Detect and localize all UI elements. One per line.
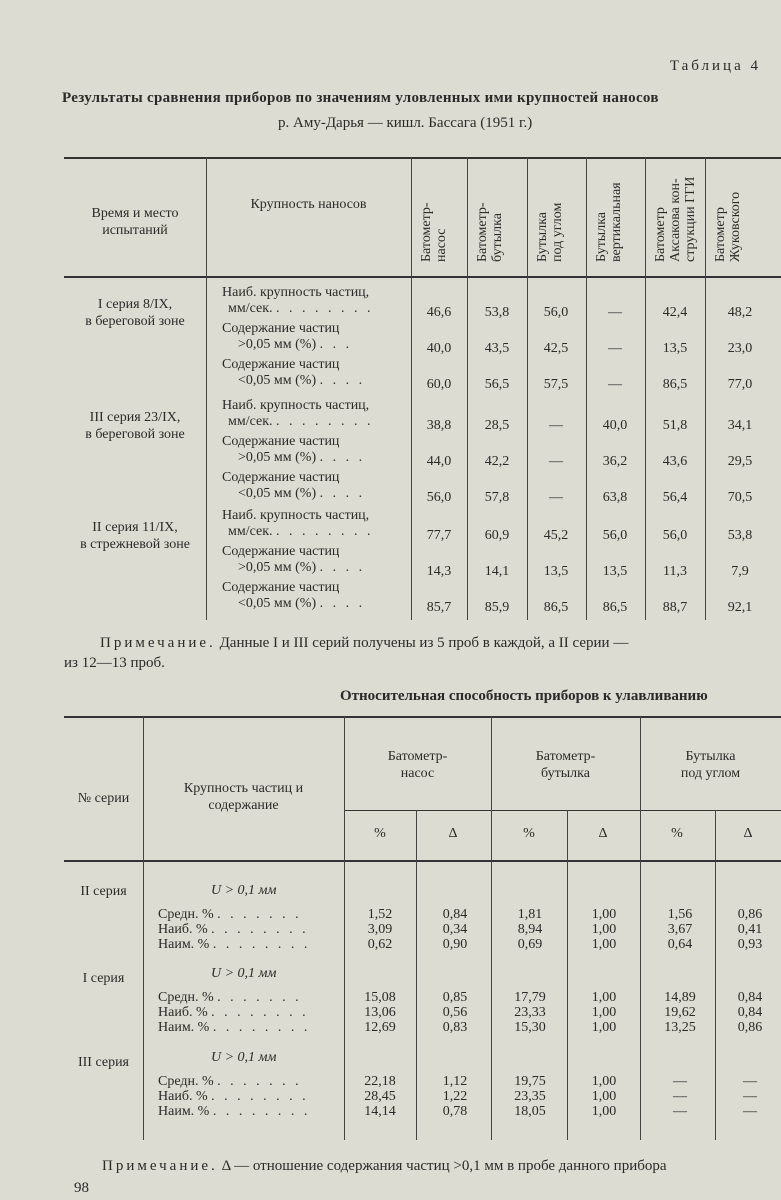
table2-cell: 3,09: [367, 922, 393, 937]
table2-cell: 0,85: [442, 990, 468, 1005]
table2-row-desc: Средн. % . . . . . . .: [158, 990, 302, 1005]
table1-cell: 77,0: [727, 377, 753, 392]
table1-instrument-header-1: Батометр-: [475, 202, 490, 262]
table2-cell: 13,06: [364, 1005, 396, 1020]
table2-instrument-header-0: Батометр- насос: [387, 749, 448, 781]
table1-cell: —: [608, 305, 622, 320]
table1-cell: 88,7: [662, 600, 688, 615]
table1-row-desc: Наиб. крупность частиц, мм/сек. . . . . . . . .: [222, 508, 374, 539]
table1-row-desc: Содержание частиц <0,05 мм (%) . . . .: [222, 580, 366, 611]
table1-subtitle: р. Аму-Дарья — кишл. Бассага (1951 г.): [278, 115, 533, 131]
table2-cell: 23,33: [514, 1005, 546, 1020]
table1-cell: 11,3: [663, 564, 687, 579]
table1-cell: 43,5: [484, 341, 510, 356]
table1-cell: 7,9: [731, 564, 749, 579]
table1-title: Результаты сравнения приборов по значениям уловленных ими крупностей наносов: [62, 90, 659, 106]
table1-cell: —: [549, 418, 563, 433]
table2-cell: 28,45: [364, 1089, 396, 1104]
table2-cell: 0,34: [442, 922, 468, 937]
table2-cell: 1,00: [591, 1005, 617, 1020]
table2-title: Относительная способность приборов к улавливанию: [340, 688, 708, 704]
table1-instrument-header-3: Бутылка: [594, 211, 609, 262]
table1-cell: —: [549, 454, 563, 469]
note1-lead: Примечание.: [100, 635, 216, 651]
table2-cell: —: [743, 1104, 757, 1119]
table2-cell: 0,84: [737, 990, 763, 1005]
table2-cell: 14,14: [364, 1104, 396, 1119]
table2-series-label: II серия: [80, 884, 127, 899]
table2-cell: 8,94: [517, 922, 543, 937]
table1-cell: 56,0: [602, 528, 628, 543]
table2-cell: 22,18: [364, 1074, 396, 1089]
table2-cell: 0,86: [737, 907, 763, 922]
table1-series-label: I серия 8/IX, в береговой зоне: [85, 297, 185, 329]
table1-cell: 60,0: [426, 377, 452, 392]
table2-cell: 1,12: [442, 1074, 468, 1089]
table2-row-desc: Средн. % . . . . . . .: [158, 907, 302, 922]
table2-subcol-rule-1: [567, 810, 568, 1140]
table2-subcol-rule-0: [416, 810, 417, 1140]
table2-cell: 1,00: [591, 937, 617, 952]
table1-cell: 38,8: [426, 418, 452, 433]
table1-cell: 29,5: [727, 454, 753, 469]
table2-cell: 19,62: [664, 1005, 696, 1020]
table1-cell: 56,0: [543, 305, 569, 320]
table1-instrument-header-4: струкции ГГИ: [683, 176, 698, 262]
table1-cell: 56,4: [662, 490, 688, 505]
table1-cell: 51,8: [662, 418, 688, 433]
table1-cell: 56,5: [484, 377, 510, 392]
table2-header-size: Крупность частиц и содержание: [183, 781, 304, 813]
table2-cell: 0,93: [737, 937, 763, 952]
table1-cell: 85,9: [484, 600, 510, 615]
table1-cell: 42,4: [662, 305, 688, 320]
table1-row-desc: Содержание частиц >0,05 мм (%) . . . .: [222, 544, 366, 575]
table1-cell: 36,2: [602, 454, 628, 469]
page-number: 98: [74, 1180, 89, 1196]
table1-cell: 42,5: [543, 341, 569, 356]
table1-instrument-header-3: вертикальная: [609, 182, 624, 262]
table1-cell: 56,0: [662, 528, 688, 543]
table2-cell: 1,00: [591, 1104, 617, 1119]
table2-subheader-pct: %: [671, 826, 683, 841]
table2-row-desc: Наим. % . . . . . . . .: [158, 1020, 311, 1035]
table1-cell: 28,5: [484, 418, 510, 433]
table1-cell: 56,0: [426, 490, 452, 505]
table2-top-rule: [64, 716, 781, 718]
table1-cell: 44,0: [426, 454, 452, 469]
table1-cell: 14,1: [484, 564, 510, 579]
table1-cell: 43,6: [662, 454, 688, 469]
table2-cell: 1,00: [591, 907, 617, 922]
table2-row-desc: Наиб. % . . . . . . . .: [158, 1005, 309, 1020]
table1-cell: 70,5: [727, 490, 753, 505]
table1-cell: 40,0: [602, 418, 628, 433]
table1-cell: 14,3: [426, 564, 452, 579]
table2-cell: 1,00: [591, 990, 617, 1005]
table2-series-label: III серия: [77, 1055, 130, 1070]
table2-row-desc: Наим. % . . . . . . . .: [158, 937, 311, 952]
table2-header-rule: [64, 860, 781, 862]
table1-cell: —: [608, 377, 622, 392]
table1-cell: 23,0: [727, 341, 753, 356]
table2-condition: U > 0,1 мм: [211, 966, 277, 981]
table2-cell: 1,81: [517, 907, 543, 922]
table2-cell: 0,69: [517, 937, 543, 952]
table1-instrument-header-5: Батометр: [713, 207, 728, 262]
table1-series-label: III серия 23/IX, в береговой зоне: [85, 410, 185, 442]
table1-cell: 86,5: [662, 377, 688, 392]
table2-cell: 3,67: [667, 922, 693, 937]
table2-header-series: № серии: [77, 791, 130, 806]
table1-instrument-header-0: Батометр-: [419, 202, 434, 262]
table1-cell: —: [608, 341, 622, 356]
table2-cell: —: [673, 1089, 687, 1104]
table2-cell: 0,41: [737, 922, 763, 937]
table1-cell: 13,5: [602, 564, 628, 579]
table2-subheader-delta: Δ: [598, 826, 608, 841]
table2-subheader-delta: Δ: [743, 826, 753, 841]
table2-cell: 0,86: [737, 1020, 763, 1035]
table2-cell: 0,62: [367, 937, 393, 952]
table1-cell: 40,0: [426, 341, 452, 356]
table1-cell: 92,1: [727, 600, 753, 615]
table2-row-desc: Наиб. % . . . . . . . .: [158, 1089, 309, 1104]
table1-cell: 13,5: [543, 564, 569, 579]
table1-cell: 34,1: [727, 418, 753, 433]
table-number-label: Таблица 4: [669, 58, 761, 74]
table2-cell: 12,69: [364, 1020, 396, 1035]
table2-cell: 18,05: [514, 1104, 546, 1119]
table1-row-desc: Содержание частиц <0,05 мм (%) . . . .: [222, 470, 366, 501]
table2-cell: 0,78: [442, 1104, 468, 1119]
table1-cell: 63,8: [602, 490, 628, 505]
table1-row-desc: Содержание частиц <0,05 мм (%) . . . .: [222, 357, 366, 388]
note1-line2: из 12—13 проб.: [64, 655, 165, 671]
table2-cell: 1,22: [442, 1089, 468, 1104]
table2-row-desc: Средн. % . . . . . . .: [158, 1074, 302, 1089]
table1-header-time: Время и место испытаний: [91, 206, 179, 238]
table2-cell: 17,79: [514, 990, 546, 1005]
table2-cell: 0,64: [667, 937, 693, 952]
table2-cell: 0,84: [737, 1005, 763, 1020]
table2-cell: 0,56: [442, 1005, 468, 1020]
table2-subcol-rule-2: [715, 810, 716, 1140]
table2-condition: U > 0,1 мм: [211, 883, 277, 898]
table1-cell: 57,5: [543, 377, 569, 392]
table2-cell: —: [743, 1089, 757, 1104]
table2-instrument-header-1: Батометр- бутылка: [535, 749, 596, 781]
table2-condition: U > 0,1 мм: [211, 1050, 277, 1065]
table1-cell: 53,8: [727, 528, 753, 543]
table1-cell: 46,6: [426, 305, 452, 320]
table2-cell: 23,35: [514, 1089, 546, 1104]
table1-cell: 42,2: [484, 454, 510, 469]
table1-row-desc: Наиб. крупность частиц, мм/сек. . . . . . . . .: [222, 285, 374, 316]
table2-cell: 1,00: [591, 1020, 617, 1035]
table1-instrument-header-1: бутылка: [490, 213, 505, 262]
table2-cell: 1,00: [591, 1074, 617, 1089]
table2-subheader-pct: %: [374, 826, 386, 841]
table2-row-desc: Наиб. % . . . . . . . .: [158, 922, 309, 937]
table2-cell: 0,90: [442, 937, 468, 952]
table2-cell: 0,83: [442, 1020, 468, 1035]
table1-instrument-header-5: Жуковского: [728, 191, 743, 262]
table2-cell: 19,75: [514, 1074, 546, 1089]
note2-text: Δ — отношение содержания частиц >0,1 мм в пробе данного прибора: [221, 1158, 667, 1174]
table1-cell: 45,2: [543, 528, 569, 543]
table1-cell: 48,2: [727, 305, 753, 320]
table2-series-label: I серия: [82, 971, 125, 986]
table1-instrument-header-2: Бутылка: [535, 211, 550, 262]
table1-cell: 85,7: [426, 600, 452, 615]
table2-cell: 13,25: [664, 1020, 696, 1035]
table1-instrument-header-4: Батометр: [653, 207, 668, 262]
table2-cell: 1,56: [667, 907, 693, 922]
table1-cell: 60,9: [484, 528, 510, 543]
table2-cell: 15,30: [514, 1020, 546, 1035]
table1-row-desc: Содержание частиц >0,05 мм (%) . . . .: [222, 434, 366, 465]
table1-cell: —: [549, 490, 563, 505]
table1-cell: 77,7: [426, 528, 452, 543]
table2-cell: 1,00: [591, 922, 617, 937]
table2-cell: —: [673, 1104, 687, 1119]
table2-cell: —: [743, 1074, 757, 1089]
table1-series-label: II серия 11/IX, в стрежневой зоне: [80, 520, 190, 552]
table1-cell: 86,5: [543, 600, 569, 615]
table2-cell: 0,84: [442, 907, 468, 922]
table1-cell: 13,5: [662, 341, 688, 356]
note2-lead: Примечание.: [102, 1158, 218, 1174]
table2-cell: 1,00: [591, 1089, 617, 1104]
table1-cell: 53,8: [484, 305, 510, 320]
table1-instrument-header-4: Аксакова кон-: [668, 178, 683, 262]
table2-subheader-delta: Δ: [448, 826, 458, 841]
table1-row-desc: Наиб. крупность частиц, мм/сек. . . . . . . . .: [222, 398, 374, 429]
table1-cell: 57,8: [484, 490, 510, 505]
table1-row-desc: Содержание частиц >0,05 мм (%) . . .: [222, 321, 353, 352]
table2-subheader-pct: %: [523, 826, 535, 841]
table1-cell: 86,5: [602, 600, 628, 615]
table2-cell: 14,89: [664, 990, 696, 1005]
table2-row-desc: Наим. % . . . . . . . .: [158, 1104, 311, 1119]
table2-instrument-header-2: Бутылка под углом: [680, 749, 741, 781]
table1-instrument-header-2: под углом: [550, 202, 565, 262]
table1-instrument-header-0: насос: [434, 228, 449, 262]
table2-cell: 15,08: [364, 990, 396, 1005]
table2-cell: 1,52: [367, 907, 393, 922]
note1-line1: Данные I и III серий получены из 5 проб в каждой, а II серии —: [219, 635, 629, 651]
table1-header-size: Крупность наносов: [250, 197, 367, 212]
table2-cell: —: [673, 1074, 687, 1089]
